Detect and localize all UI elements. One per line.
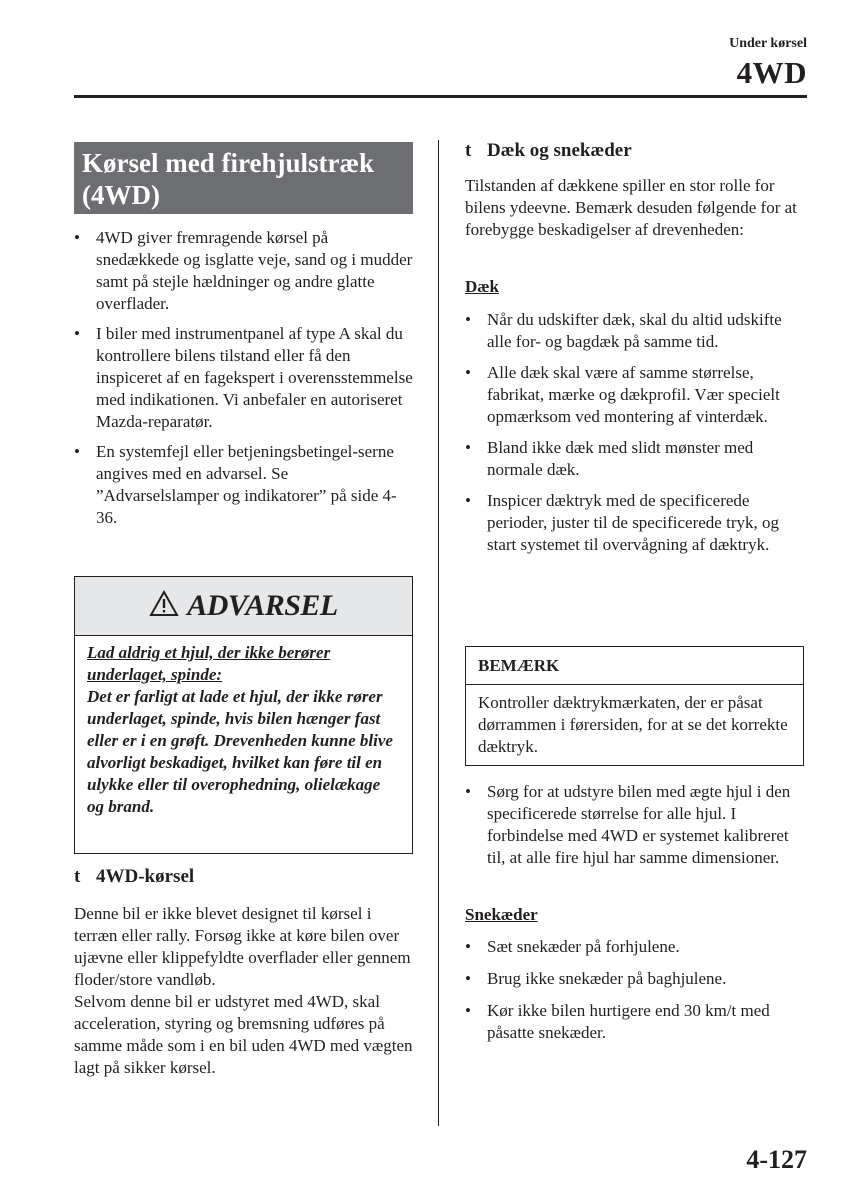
- bullet-icon: •: [465, 969, 471, 988]
- section-marker-icon: t: [74, 866, 81, 887]
- section-title-box: [74, 142, 413, 214]
- subsection-heading-4wd: t 4WD-kørsel: [74, 866, 195, 887]
- warning-header: [75, 577, 412, 636]
- warning-heading: Lad aldrig et hjul, der ikke berører underlaget, spinde:: [87, 643, 331, 684]
- subsection-heading-tires: t Dæk og snekæder: [465, 140, 632, 161]
- list-item: • Sæt snekæder på forhjulene.: [465, 937, 680, 956]
- subsection-body-4wd: [74, 903, 414, 1079]
- bullet-icon: •: [74, 324, 80, 343]
- list-item: • Alle dæk skal være af samme størrelse, fabrikat, mærke og dækprofil. Vær specielt opmærksom ved montering af vinterdæk.: [465, 363, 780, 426]
- warning-body: [75, 636, 412, 824]
- paragraph: Denne bil er ikke blevet designet til kørsel i terræn eller rally. Forsøg ikke at køre bilen over ujævne eller klippefyldte overflader eller gennem floder/store vandløb.: [74, 904, 411, 989]
- note-text: Kontroller dæktrykmærkaten, der er påsat dørrammen i førersiden, for at se det korrekte dæktryk.: [478, 693, 788, 756]
- left-bullet-list: [74, 227, 414, 529]
- chains-label: Snekæder: [465, 905, 538, 924]
- bullet-icon: •: [465, 937, 471, 956]
- warning-title: ADVARSEL: [187, 589, 338, 622]
- bullet-icon: •: [465, 310, 471, 329]
- bullet-icon: •: [74, 228, 80, 247]
- list-item: • I biler med instrumentpanel af type A skal du kontrollere bilens tilstand eller få den inspiceret af en fagekspert i overensstemmelse med indikationen. Vi anbefaler en autoriseret Mazda-reparatør.: [74, 324, 413, 431]
- paragraph: Selvom denne bil er udstyret med 4WD, skal acceleration, styring og bremsning udføres på samme måde som i en bil uden 4WD med vægten lagt på sikker kørsel.: [74, 992, 413, 1077]
- page-number: 4-127: [746, 1145, 807, 1174]
- note-title: BEMÆRK: [466, 647, 803, 685]
- tires-intro: Tilstanden af dækkene spiller en stor rolle for bilens ydeevne. Bemærk desuden følgende for at forebygge beskadigelser af drevenheden:: [465, 176, 797, 239]
- list-item: • Sørg for at udstyre bilen med ægte hjul i den specificerede størrelse for alle hjul. I forbindelse med 4WD er systemet kalibreret til, at alle fire hjul har samme dimensioner.: [465, 782, 791, 867]
- header-rule: [74, 95, 807, 98]
- list-item: • Inspicer dæktryk med de specificerede perioder, juster til de specificerede tryk, og start systemet til overvågning af dæktryk.: [465, 491, 779, 554]
- chain-bullet-list: [465, 936, 805, 1044]
- list-item: • Brug ikke snekæder på baghjulene.: [465, 969, 727, 988]
- column-divider: [438, 140, 439, 1126]
- bullet-icon: •: [74, 442, 80, 461]
- bullet-icon: •: [465, 1001, 471, 1020]
- warning-box: [74, 576, 413, 854]
- tire-bullet-list: [465, 309, 805, 556]
- list-item: • Når du udskifter dæk, skal du altid udskifte alle for- og bagdæk på samme tid.: [465, 310, 782, 351]
- bullet-icon: •: [465, 782, 471, 801]
- bullet-icon: •: [465, 491, 471, 510]
- list-item: • 4WD giver fremragende kørsel på snedækkede og isglatte veje, sand og i mudder samt på stejle hældninger og andre glatte overflader.: [74, 228, 413, 313]
- tires-label: Dæk: [465, 277, 500, 296]
- tire-bullet-list-2: [465, 781, 805, 869]
- list-item: • Kør ikke bilen hurtigere end 30 km/t med påsatte snekæder.: [465, 1001, 770, 1042]
- warning-text: Det er farligt at lade et hjul, der ikke rører underlaget, spinde, hvis bilen hænger fast eller er i en grøft. Drevenheden kunne blive alvorligt beskadiget, hvilket kan føre til en ulykke eller til overophedning, olielækage og brand.: [87, 687, 393, 816]
- warning-triangle-icon: [149, 590, 179, 622]
- running-header-section: Under kørsel: [729, 36, 807, 51]
- bullet-icon: •: [465, 438, 471, 457]
- note-box: [465, 646, 804, 766]
- bullet-icon: •: [465, 363, 471, 382]
- list-item: • En systemfejl eller betjeningsbetingel-serne angives med en advarsel. Se ”Advarselslamper og indikatorer” på side 4-36.: [74, 442, 397, 527]
- running-header-title: 4WD: [736, 55, 807, 90]
- section-marker-icon: t: [465, 140, 472, 161]
- section-title: Kørsel med firehjulstræk (4WD): [82, 148, 374, 210]
- list-item: • Bland ikke dæk med slidt mønster med normale dæk.: [465, 438, 754, 479]
